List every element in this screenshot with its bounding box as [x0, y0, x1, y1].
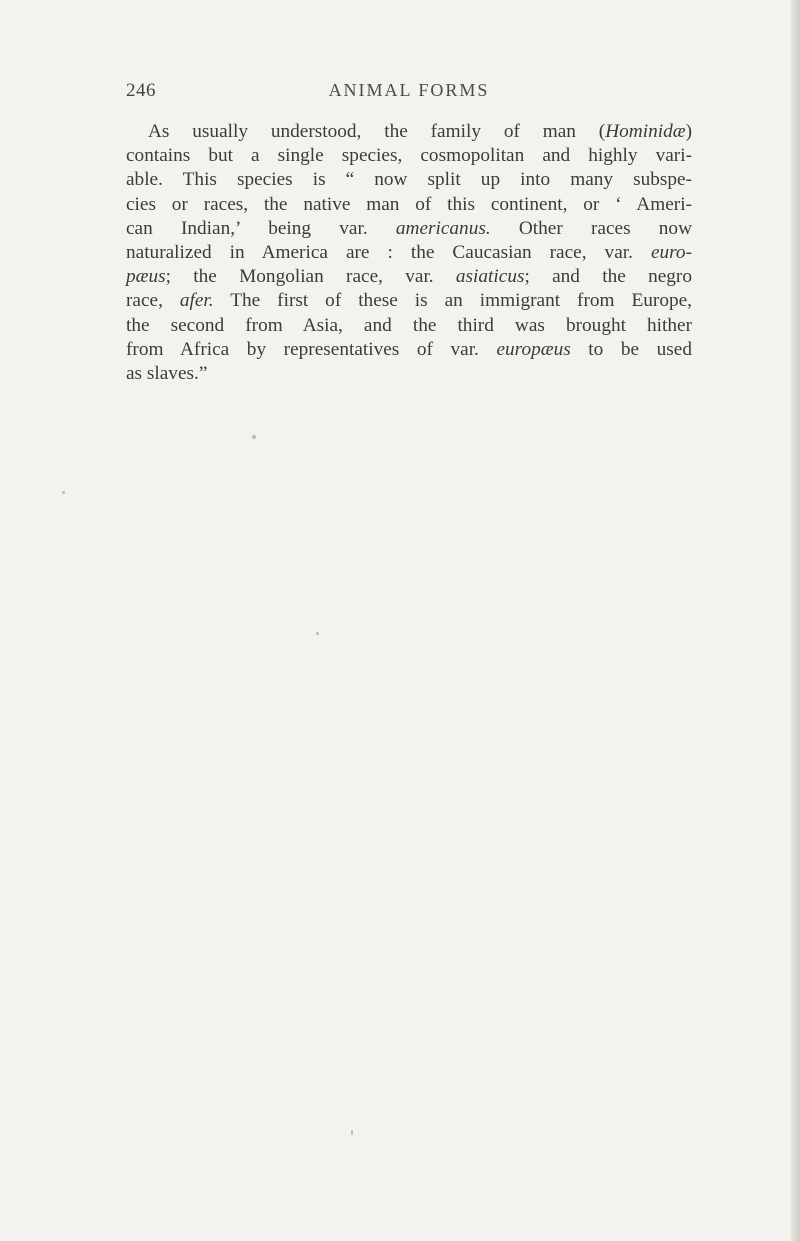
text-line: as slaves.”	[126, 363, 208, 385]
text-line: contains but a single species, cosmopolitan and highly vari-	[126, 145, 692, 167]
text-line: race, afer. The first of these is an immigrant from Europe,	[126, 290, 692, 312]
text-line: naturalized in America are : the Caucasian race, var. euro-	[126, 242, 692, 264]
page-edge-shadow	[790, 0, 800, 1241]
text-line: from Africa by representatives of var. europæus to be used	[126, 338, 692, 360]
text-line: can Indian,’ being var. americanus. Other races now	[126, 217, 692, 239]
running-title: ANIMAL FORMS	[328, 80, 490, 100]
text-line: cies or races, the native man of this continent, or ‘ Ameri-	[126, 193, 692, 215]
paper-speck	[62, 491, 65, 494]
paper-speck	[351, 1130, 353, 1135]
paper-speck	[252, 435, 256, 439]
body-paragraph	[126, 120, 692, 386]
text-line: pæus; the Mongolian race, var. asiaticus; and the negro	[126, 266, 692, 288]
text-line: able. This species is “ now split up into many subspe-	[126, 169, 692, 191]
text-line: the second from Asia, and the third was brought hither	[126, 314, 692, 336]
page-header	[126, 80, 692, 104]
paper-speck	[316, 632, 319, 635]
page-number: 246	[126, 80, 156, 101]
text-line: As usually understood, the family of man (Hominidæ)	[148, 121, 692, 142]
